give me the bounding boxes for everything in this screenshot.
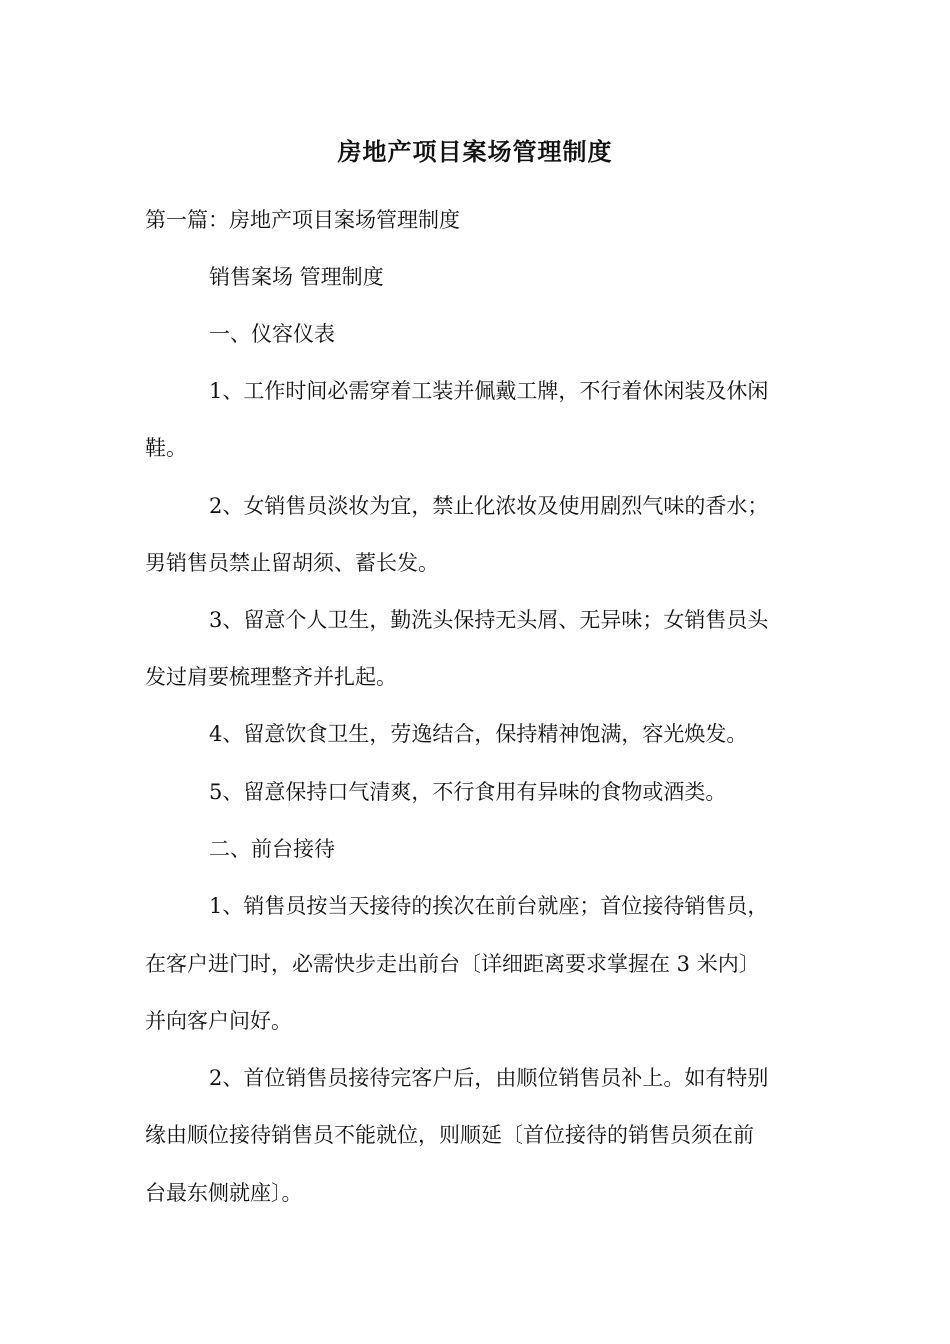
section-heading: 第一篇：房地产项目案场管理制度 xyxy=(145,208,460,232)
paragraph-line: 发过肩要梳理整齐并扎起。 xyxy=(145,665,397,689)
paragraph-line: 台最东侧就座〕。 xyxy=(145,1181,303,1205)
subsection-heading: 销售案场 管理制度 xyxy=(209,265,384,289)
chapter-heading: 二、前台接待 xyxy=(209,837,335,861)
paragraph-line: 男销售员禁止留胡须、蓄长发。 xyxy=(145,551,439,575)
paragraph-line: 1、销售员按当天接待的挨次在前台就座；首位接待销售员， xyxy=(209,894,769,918)
paragraph-line: 并向客户问好。 xyxy=(145,1009,292,1033)
paragraph-line: 4、留意饮食卫生，劳逸结合，保持精神饱满，容光焕发。 xyxy=(209,722,748,746)
paragraph-line: 5、留意保持口气清爽，不行食用有异味的食物或酒类。 xyxy=(209,780,727,804)
paragraph-line: 2、女销售员淡妆为宜，禁止化浓妆及使用剧烈气味的香水； xyxy=(209,494,769,518)
paragraph-line: 在客户进门时，必需快步走出前台〔详细距离要求掌握在 3 米内〕 xyxy=(145,952,760,976)
paragraph-line: 1、工作时间必需穿着工装并佩戴工牌，不行着休闲装及休闲 xyxy=(209,379,769,403)
paragraph-line: 3、留意个人卫生，勤洗头保持无头屑、无异味；女销售员头 xyxy=(209,608,769,632)
chapter-heading: 一、仪容仪表 xyxy=(209,322,335,346)
paragraph-line: 鞋。 xyxy=(145,436,187,460)
document-title: 房地产项目案场管理制度 xyxy=(337,137,613,166)
paragraph-line: 缘由顺位接待销售员不能就位，则顺延〔首位接待的销售员须在前 xyxy=(145,1123,754,1147)
paragraph-line: 2、首位销售员接待完客户后，由顺位销售员补上。如有特别 xyxy=(209,1066,769,1090)
